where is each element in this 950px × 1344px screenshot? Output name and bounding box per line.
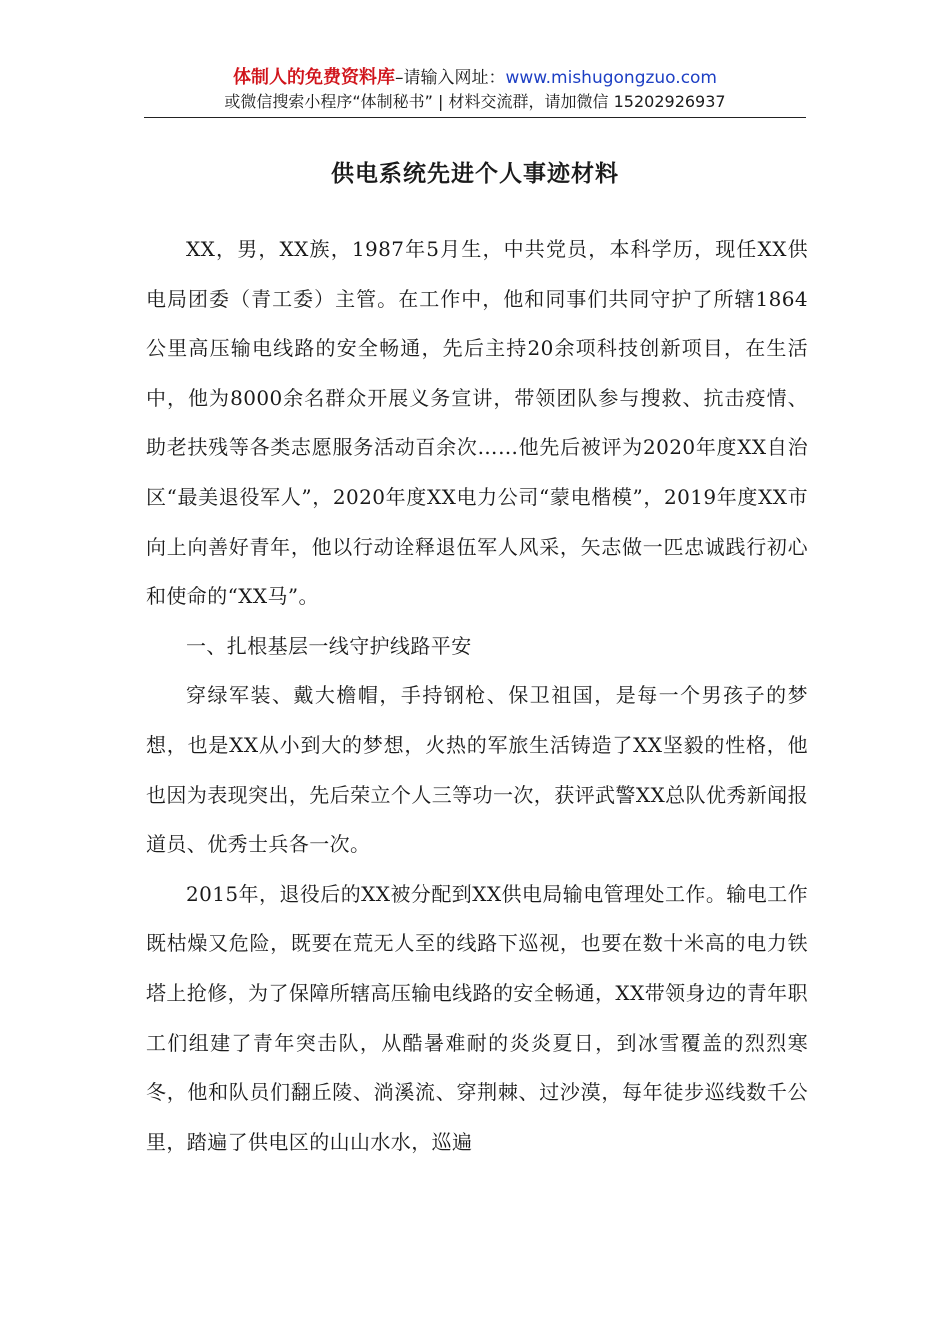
header-line-2: 或微信搜索小程序“体制秘书” | 材料交流群，请加微信 15202926937 [224, 92, 726, 111]
section-heading-1: 一、扎根基层一线守护线路平安 [186, 633, 472, 658]
page-header [0, 66, 950, 114]
header-brand: 体制人的免费资料库 [232, 67, 395, 88]
header-url-link[interactable]: www.mishugongzuo.com [505, 68, 717, 88]
header-line-1 [0, 66, 950, 90]
document-title: 供电系统先进个人事迹材料 [331, 160, 619, 187]
header-prompt: –请输入网址： [394, 68, 506, 88]
paragraph-military: 穿绿军装、戴大檐帽，手持钢枪、保卫祖国，是每一个男孩子的梦想，也是XX从小到大的梦想，火热的军旅生活铸造了XX坚毅的性格，他也因为表现突出，先后荣立个人三等功一次，获评武警XX总队优秀新闻报道员、优秀士兵各一次。 [146, 683, 808, 857]
header-divider [144, 117, 806, 118]
paragraph-2015: 2015年，退役后的XX被分配到XX供电局输电管理处工作。输电工作既枯燥又危险，既要在荒无人至的线路下巡视，也要在数十米高的电力铁塔上抢修，为了保障所辖高压输电线路的安全畅通，XX带领身边的青年职工们组建了青年突击队，从酷暑难耐的炎炎夏日，到冰雪覆盖的烈烈寒冬，他和队员们翻丘陵、淌溪流、穿荆棘、过沙漠，每年徒步巡线数千公里，踏遍了供电区的山山水水，巡遍 [146, 881, 808, 1154]
document-body [146, 225, 808, 1167]
paragraph-intro: XX，男，XX族，1987年5月生，中共党员，本科学历，现任XX供电局团委（青工委）主管。在工作中，他和同事们共同守护了所辖1864公里高压输电线路的安全畅通，先后主持20余项科技创新项目，在生活中，他为8000余名群众开展义务宣讲，带领团队参与搜救、抗击疫情、助老扶残等各类志愿服务活动百余次……他先后被评为2020年度XX自治区“最美退役军人”，2020年度XX电力公司“蒙电楷模”，2019年度XX市向上向善好青年，他以行动诠释退伍军人风采，矢志做一匹忠诚践行初心和使命的“XX马”。 [146, 237, 808, 609]
